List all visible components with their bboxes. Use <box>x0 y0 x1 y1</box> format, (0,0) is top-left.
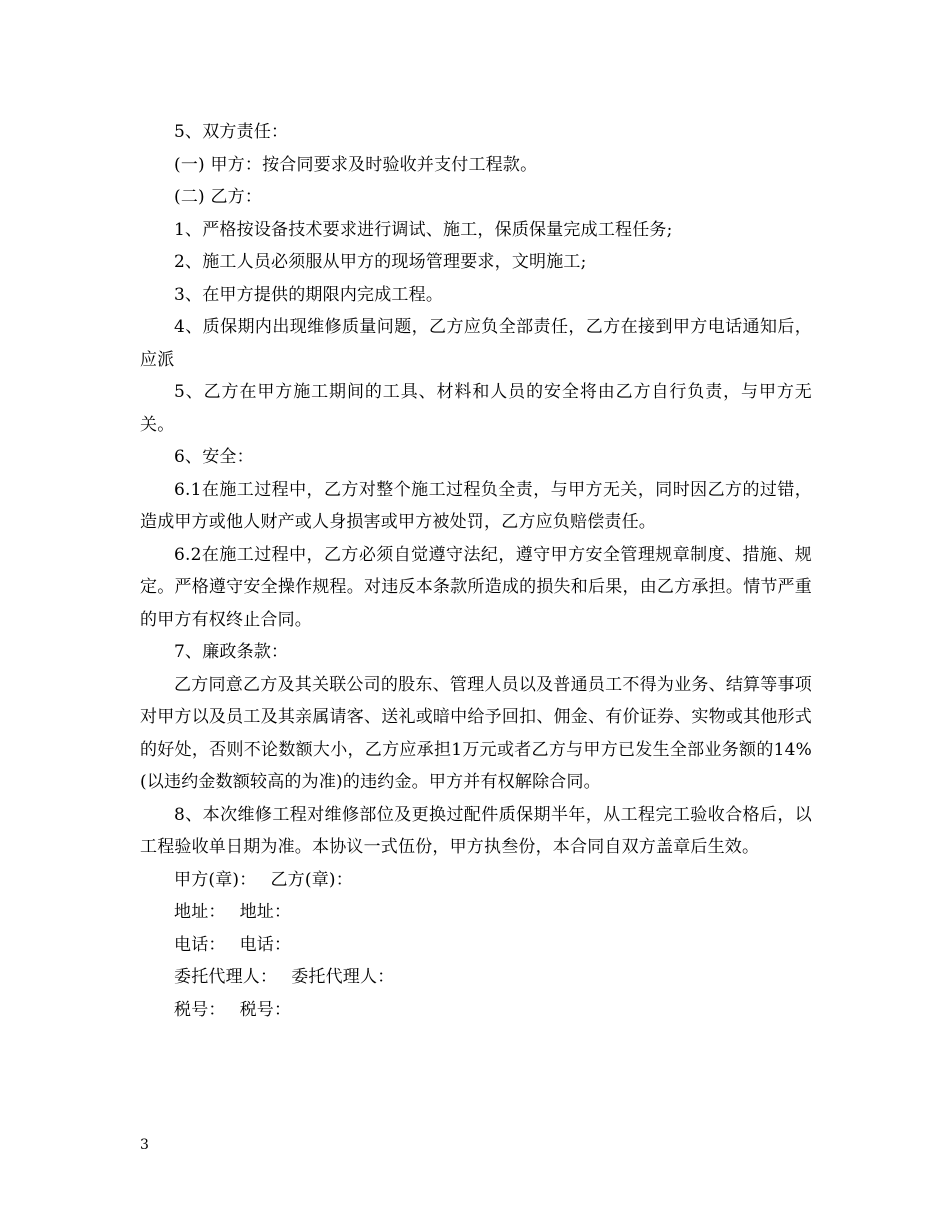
document-body <box>140 116 812 1026</box>
party-a-seal-label: 甲方(章)： <box>174 869 257 890</box>
tax-line <box>140 994 812 1027</box>
party-b-phone-label: 电话： <box>239 934 292 955</box>
address-line <box>140 896 812 929</box>
page-number: 3 <box>140 1137 149 1153</box>
clause-6-1: 6.1在施工过程中，乙方对整个施工过程负全责，与甲方无关，同时因乙方的过错，造成甲方或他人财产或人身损害或甲方被处罚，乙方应负赔偿责任。 <box>140 479 812 532</box>
clause-6-2: 6.2在施工过程中，乙方必须自觉遵守法纪，遵守甲方安全管理规章制度、措施、规定。严格遵守安全操作规程。对违反本条款所造成的损失和后果，由乙方承担。情节严重的甲方有权终止合同。 <box>140 544 812 630</box>
seal-line <box>140 864 812 897</box>
party-b-seal-label: 乙方(章)： <box>270 869 353 890</box>
party-b-item-2: 2、施工人员必须服从甲方的现场管理要求，文明施工; <box>174 252 587 272</box>
party-b-item-1: 1、严格按设备技术要求进行调试、施工，保质保量完成工程任务; <box>174 219 673 240</box>
party-b-heading: (二) 乙方： <box>174 187 263 207</box>
party-b-tax-label: 税号： <box>239 999 292 1020</box>
phone-line <box>140 929 812 962</box>
party-a-tax-label: 税号： <box>174 999 226 1020</box>
agent-line <box>140 961 812 994</box>
section-6-heading: 6、安全： <box>174 447 254 467</box>
party-a-responsibility: (一) 甲方：按合同要求及时验收并支付工程款。 <box>174 154 538 175</box>
party-a-phone-label: 电话： <box>174 934 226 955</box>
section-7-heading: 7、廉政条款： <box>174 642 289 662</box>
clause-7-body: 乙方同意乙方及其关联公司的股东、管理人员以及普通员工不得为业务、结算等事项对甲方以及员工及其亲属请客、送礼或暗中给予回扣、佣金、有价证券、实物或其他形式的好处，否则不论数额大小，乙方应承担1万元或者乙方与甲方已发生全部业务额的14%(以违约金数额较高的为准)的违约金。甲方并有权解除合同。 <box>140 674 812 792</box>
section-8-body: 8、本次维修工程对维修部位及更换过配件质保期半年，从工程完工验收合格后，以工程验收单日期为准。本协议一式伍份，甲方执叁份，本合同自双方盖章后生效。 <box>140 804 812 857</box>
party-b-agent-label: 委托代理人： <box>291 967 395 987</box>
party-b-item-4: 4、质保期内出现维修质量问题，乙方应负全部责任，乙方在接到甲方电话通知后，应派 <box>140 317 812 370</box>
section-5-heading: 5、双方责任： <box>174 122 289 142</box>
party-a-agent-label: 委托代理人： <box>174 967 278 987</box>
party-a-address-label: 地址： <box>174 902 226 922</box>
party-b-address-label: 地址： <box>239 902 292 922</box>
party-b-item-5: 5、乙方在甲方施工期间的工具、材料和人员的安全将由乙方自行负责，与甲方无关。 <box>140 382 812 435</box>
party-b-item-3: 3、在甲方提供的期限内完成工程。 <box>174 284 444 305</box>
